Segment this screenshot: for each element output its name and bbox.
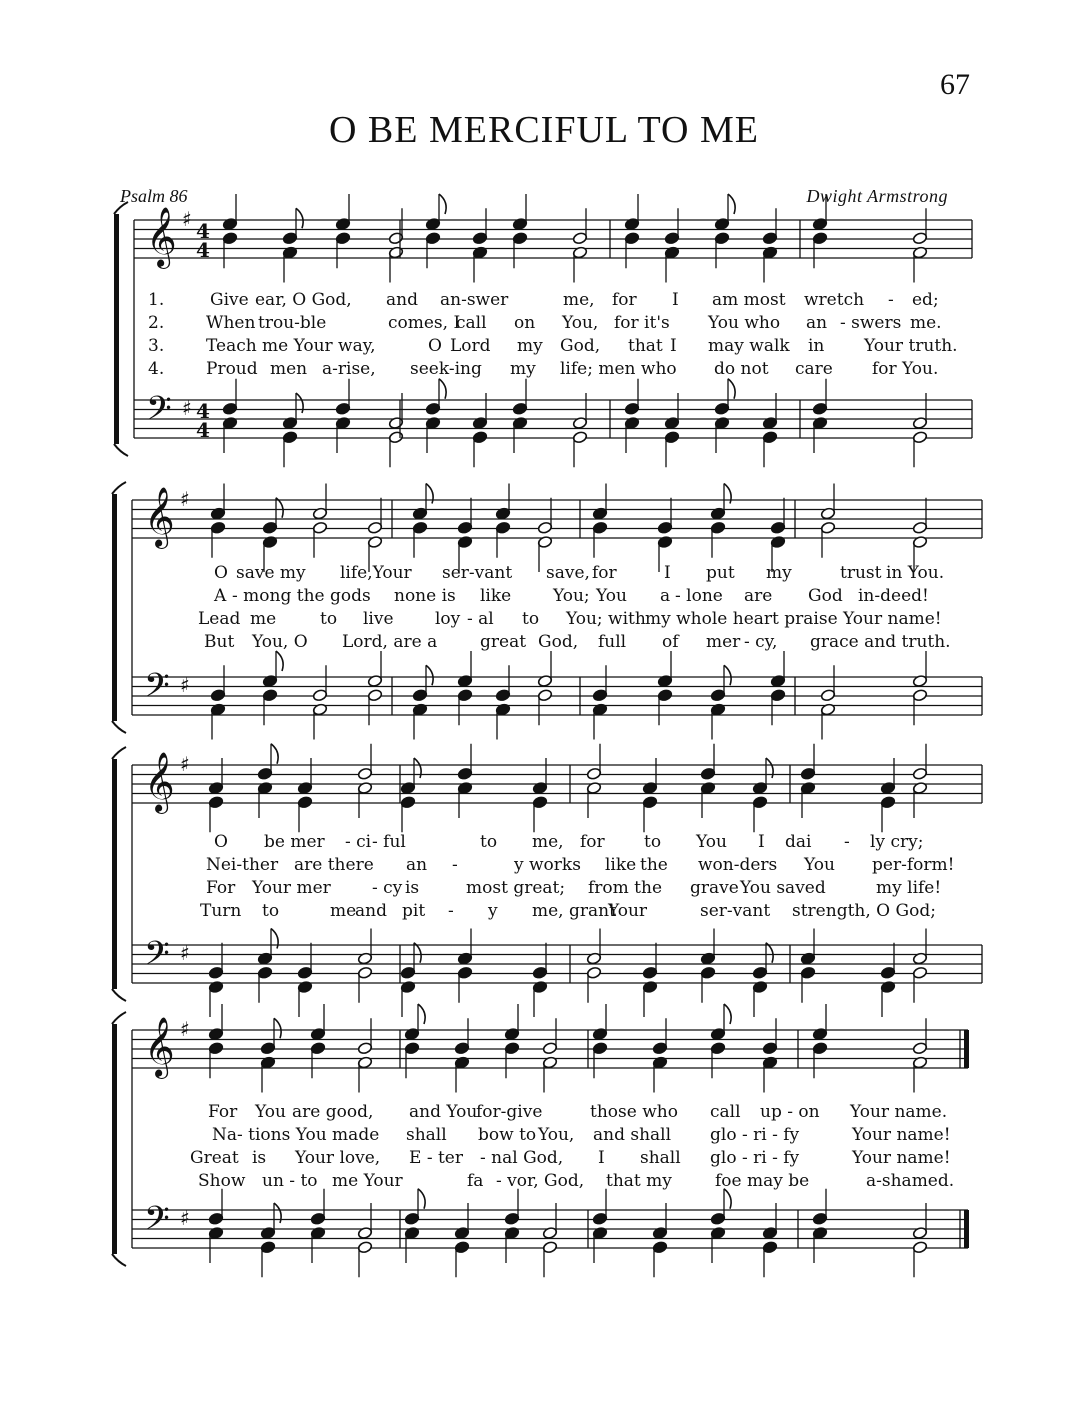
lyric-syllable: from the xyxy=(588,878,663,898)
lyric-syllable: to xyxy=(522,609,540,629)
sharp-key-signature-icon: ♯ xyxy=(180,1017,190,1041)
lyric-syllable: E - ter xyxy=(409,1148,463,1168)
lyric-syllable: loy xyxy=(435,609,461,629)
lyric-syllable: put xyxy=(706,563,735,583)
lyric-syllable: save, xyxy=(546,563,590,583)
lyric-syllable: are good, xyxy=(292,1102,374,1122)
lyric-syllable: You; xyxy=(553,586,590,606)
bracket-top-hook xyxy=(112,747,126,759)
note-flag xyxy=(276,498,283,518)
lyric-syllable: in-deed! xyxy=(858,586,929,606)
lyric-syllable: those who xyxy=(590,1102,678,1122)
lyric-syllable: men xyxy=(270,359,308,379)
final-thick-barline xyxy=(964,1030,969,1068)
lyric-syllable: save my xyxy=(236,563,306,583)
lyric-syllable: O xyxy=(214,563,228,583)
text-source: Psalm 86 xyxy=(120,186,188,206)
lyric-syllable: seek-ing xyxy=(410,359,482,379)
lyric-syllable: on xyxy=(514,313,536,333)
lyric-syllable: for xyxy=(612,290,637,310)
lyric-syllable: dai xyxy=(785,832,812,852)
lyric-line-verse-2 xyxy=(0,586,1088,609)
lyric-syllable: I xyxy=(672,290,679,310)
lyric-syllable: Na xyxy=(212,1125,238,1145)
lyric-syllable: my xyxy=(510,359,536,379)
lyric-syllable: A xyxy=(214,586,227,606)
lyric-syllable: - tions You made xyxy=(237,1125,380,1145)
note-flag xyxy=(271,744,278,764)
lyric-syllable: God, xyxy=(560,336,601,356)
lyric-syllable: up - on xyxy=(760,1102,820,1122)
lyric-syllable: - xyxy=(888,290,894,310)
lyric-syllable: For xyxy=(206,878,236,898)
bracket-top-hook xyxy=(114,202,128,214)
lyric-line-verse-4 xyxy=(0,359,1088,382)
lyric-syllable: life; men who xyxy=(560,359,677,379)
time-signature-top: 4 xyxy=(196,219,210,243)
lyric-line-verse-1 xyxy=(0,563,1088,586)
lyric-line-verse-4 xyxy=(0,901,1088,924)
bracket-top-hook xyxy=(112,482,126,494)
lyric-syllable: shall xyxy=(406,1125,447,1145)
note-flag xyxy=(724,665,731,685)
sharp-key-signature-icon: ♯ xyxy=(182,207,192,231)
lyric-syllable: are xyxy=(744,586,773,606)
lyric-syllable: the xyxy=(640,855,668,875)
lyric-syllable: like xyxy=(480,586,512,606)
lyric-syllable: When xyxy=(206,313,256,333)
time-signature-bottom: 4 xyxy=(196,418,210,442)
lyric-syllable: trou-ble xyxy=(258,313,327,333)
lyric-syllable: - swers xyxy=(840,313,902,333)
lyric-syllable: - ci xyxy=(345,832,372,852)
note-flag xyxy=(296,208,303,228)
lyric-syllable: and xyxy=(355,901,387,921)
sharp-key-signature-icon: ♯ xyxy=(180,1206,190,1230)
lyric-syllable: You xyxy=(696,832,727,852)
lyric-syllable: mer xyxy=(706,632,741,652)
lyric-syllable: You, xyxy=(562,313,599,333)
note-flag xyxy=(414,943,421,963)
verse-number: 3. xyxy=(148,336,165,356)
treble-clef-icon: 𝄞 xyxy=(144,487,175,547)
note-flag xyxy=(426,665,433,685)
lyric-syllable: me xyxy=(250,609,277,629)
lyric-syllable: a-shamed. xyxy=(866,1171,955,1191)
lyric-line-verse-2 xyxy=(0,313,1088,336)
lyric-syllable: You who xyxy=(708,313,781,333)
lyric-syllable: I xyxy=(758,832,765,852)
bracket-bottom-hook xyxy=(114,444,128,456)
lyric-syllable: to xyxy=(262,901,280,921)
time-signature-bottom: 4 xyxy=(196,238,210,262)
lyric-syllable: am most xyxy=(712,290,786,310)
lyric-syllable: Turn xyxy=(200,901,242,921)
lyric-syllable: pit xyxy=(402,901,426,921)
sharp-key-signature-icon: ♯ xyxy=(180,487,190,511)
lyric-syllable: be mer xyxy=(264,832,325,852)
hymn-title: O BE MERCIFUL TO ME xyxy=(328,109,759,151)
lyric-syllable: shall xyxy=(640,1148,681,1168)
lyric-line-verse-3 xyxy=(0,609,1088,632)
lyric-syllable: trust xyxy=(840,563,882,583)
lyric-syllable: my life! xyxy=(876,878,942,898)
lyric-syllable: like xyxy=(605,855,637,875)
bass-clef-icon: 𝄢 xyxy=(144,1200,170,1246)
lyric-syllable: a xyxy=(660,586,671,606)
lyric-syllable: Give xyxy=(210,290,249,310)
lyric-syllable: Proud xyxy=(206,359,258,379)
lyric-syllable: my xyxy=(766,563,792,583)
lyric-syllable: - lone xyxy=(675,586,723,606)
lyric-line-verse-2 xyxy=(0,1125,1088,1148)
page-number: 67 xyxy=(940,68,970,101)
lyric-syllable: - xyxy=(448,901,454,921)
verse-number: 4. xyxy=(148,359,165,379)
lyric-syllable: life,Your xyxy=(340,563,412,583)
lyric-syllable: Lord xyxy=(450,336,491,356)
lyric-syllable: You, O xyxy=(252,632,308,652)
verse-number: 2. xyxy=(148,313,165,333)
note-flag xyxy=(439,194,446,214)
lyric-syllable: Your mer xyxy=(252,878,331,898)
lyric-syllable: for it's xyxy=(614,313,670,333)
composer-credit: Dwight Armstrong xyxy=(806,186,948,206)
lyric-syllable: for xyxy=(592,563,617,583)
lyric-syllable: and shall xyxy=(593,1125,672,1145)
lyric-syllable: that my xyxy=(606,1171,672,1191)
lyric-syllable: You xyxy=(804,855,835,875)
lyric-syllable: Your name! xyxy=(852,1148,951,1168)
lyric-syllable: call xyxy=(710,1102,741,1122)
treble-clef-icon: 𝄞 xyxy=(144,752,175,812)
lyric-syllable: for You. xyxy=(872,359,939,379)
lyric-syllable: and xyxy=(386,290,418,310)
lyric-syllable: me Your xyxy=(332,1171,403,1191)
lyric-line-verse-1 xyxy=(0,832,1088,855)
lyric-syllable: comes, I xyxy=(388,313,461,333)
bass-clef-icon: 𝄢 xyxy=(144,667,170,713)
note-flag xyxy=(418,1004,425,1024)
lyric-syllable: do not xyxy=(714,359,769,379)
lyric-syllable: glo - ri - fy xyxy=(710,1125,800,1145)
lyric-line-verse-4 xyxy=(0,632,1088,655)
note-flag xyxy=(724,1004,731,1024)
lyric-syllable: most great; xyxy=(466,878,566,898)
lyric-syllable: You saved xyxy=(740,878,826,898)
lyric-syllable: O xyxy=(428,336,442,356)
sharp-key-signature-icon: ♯ xyxy=(182,396,192,420)
lyric-syllable: in xyxy=(808,336,825,356)
lyric-syllable: none is xyxy=(394,586,456,606)
lyric-syllable: wretch xyxy=(804,290,865,310)
sharp-key-signature-icon: ♯ xyxy=(180,941,190,965)
lyric-syllable: You, xyxy=(538,1125,575,1145)
lyric-syllable: me, grant xyxy=(532,901,616,921)
lyric-line-verse-4 xyxy=(0,1171,1088,1194)
lyric-line-verse-2 xyxy=(0,855,1088,878)
lyric-syllable: great xyxy=(480,632,527,652)
lyric-syllable: me, xyxy=(532,832,564,852)
lyric-syllable: - xyxy=(452,855,458,875)
lyric-syllable: for xyxy=(580,832,605,852)
lyric-syllable: For xyxy=(208,1102,238,1122)
lyric-syllable: - cy, xyxy=(744,632,778,652)
lyric-syllable: You xyxy=(596,586,627,606)
treble-clef-icon: 𝄞 xyxy=(146,207,177,267)
lyric-syllable: God, xyxy=(538,632,579,652)
lyric-syllable: Great xyxy=(190,1148,239,1168)
lyric-syllable: - vor, God, xyxy=(496,1171,585,1191)
lyric-syllable: to xyxy=(644,832,662,852)
lyric-syllable: I xyxy=(598,1148,605,1168)
lyric-syllable: - ful xyxy=(372,832,406,852)
sharp-key-signature-icon: ♯ xyxy=(180,752,190,776)
lyric-line-verse-3 xyxy=(0,1148,1088,1171)
lyric-syllable: me, xyxy=(563,290,595,310)
lyric-syllable: are there xyxy=(294,855,374,875)
lyric-syllable: live xyxy=(363,609,394,629)
lyric-syllable: Lead xyxy=(198,609,241,629)
lyric-syllable: Your truth. xyxy=(864,336,958,356)
lyric-syllable: full xyxy=(598,632,627,652)
lyric-syllable: But xyxy=(204,632,235,652)
lyric-syllable: bow to xyxy=(478,1125,537,1145)
lyric-syllable: in You. xyxy=(886,563,945,583)
lyric-syllable: to xyxy=(480,832,498,852)
note-flag xyxy=(728,194,735,214)
lyric-syllable: ed; xyxy=(912,290,939,310)
treble-clef-icon: 𝄞 xyxy=(144,1017,175,1077)
lyric-syllable: grace and truth. xyxy=(810,632,951,652)
lyric-syllable: an xyxy=(806,313,828,333)
lyric-syllable: call xyxy=(456,313,487,333)
lyric-syllable: of xyxy=(662,632,679,652)
lyric-syllable: You xyxy=(255,1102,286,1122)
lyric-syllable: Lord, are a xyxy=(342,632,438,652)
time-signature-top: 4 xyxy=(196,399,210,423)
lyric-syllable: that xyxy=(628,336,663,356)
note-flag xyxy=(274,1018,281,1038)
note-flag xyxy=(766,943,773,963)
lyric-syllable: I xyxy=(670,336,677,356)
lyric-syllable: Show xyxy=(198,1171,246,1191)
lyric-syllable: an xyxy=(406,855,428,875)
lyric-line-verse-3 xyxy=(0,336,1088,359)
lyric-syllable: glo - ri - fy xyxy=(710,1148,800,1168)
lyric-syllable: Your love, xyxy=(295,1148,381,1168)
lyric-syllable: ser-vant xyxy=(700,901,771,921)
lyric-syllable: O xyxy=(214,832,228,852)
lyric-syllable: care xyxy=(795,359,833,379)
lyric-syllable: is xyxy=(252,1148,267,1168)
sharp-key-signature-icon: ♯ xyxy=(180,673,190,697)
lyric-syllable: foe may be xyxy=(715,1171,810,1191)
lyric-syllable: - cy xyxy=(372,878,403,898)
lyric-syllable: Nei-ther xyxy=(206,855,279,875)
lyric-syllable: won-ders xyxy=(698,855,778,875)
lyric-line-verse-1 xyxy=(0,1102,1088,1125)
lyric-syllable: a-rise, xyxy=(322,359,376,379)
lyric-syllable: strength, O God; xyxy=(792,901,936,921)
lyric-syllable: Your name. xyxy=(850,1102,948,1122)
lyric-syllable: may walk xyxy=(708,336,790,356)
lyric-syllable: God xyxy=(808,586,843,606)
bass-clef-icon: 𝄢 xyxy=(146,390,172,436)
lyric-syllable: is xyxy=(405,878,420,898)
lyric-syllable: - mong the gods xyxy=(232,586,371,606)
lyric-syllable: - al xyxy=(467,609,494,629)
lyric-syllable: Your name! xyxy=(852,1125,951,1145)
final-thick-barline xyxy=(964,1210,969,1248)
bracket-bottom-hook xyxy=(112,1254,126,1266)
lyric-syllable: Your xyxy=(608,901,648,921)
lyric-syllable: to xyxy=(320,609,338,629)
bass-clef-icon: 𝄢 xyxy=(144,935,170,981)
lyric-syllable: grave xyxy=(690,878,739,898)
lyric-syllable: for-give xyxy=(476,1102,543,1122)
lyric-syllable: me. xyxy=(910,313,942,333)
bracket-top-hook xyxy=(112,1012,126,1024)
lyric-syllable: y works xyxy=(514,855,581,875)
lyric-syllable: I xyxy=(664,563,671,583)
lyric-syllable: my whole heart praise Your name! xyxy=(645,609,942,629)
lyric-syllable: ser-vant xyxy=(442,563,513,583)
lyric-syllable: and You xyxy=(409,1102,478,1122)
verse-number: 1. xyxy=(148,290,165,310)
lyric-syllable: per-form! xyxy=(872,855,955,875)
lyric-syllable: Teach xyxy=(206,336,257,356)
lyric-syllable: - xyxy=(844,832,850,852)
lyric-syllable: me Your way, xyxy=(262,336,376,356)
lyric-syllable: fa xyxy=(467,1171,484,1191)
lyric-syllable: my xyxy=(517,336,543,356)
bracket-bottom-hook xyxy=(112,721,126,733)
lyric-syllable: ly cry; xyxy=(870,832,924,852)
lyric-syllable: me xyxy=(330,901,357,921)
lyric-syllable: an-swer xyxy=(440,290,509,310)
lyric-line-verse-1 xyxy=(0,290,1088,313)
lyric-syllable: ear, O God, xyxy=(255,290,352,310)
lyric-syllable: - nal God, xyxy=(480,1148,564,1168)
lyric-syllable: un - to xyxy=(262,1171,318,1191)
lyric-syllable: y xyxy=(488,901,498,921)
lyric-line-verse-3 xyxy=(0,878,1088,901)
lyric-syllable: You; with xyxy=(566,609,646,629)
